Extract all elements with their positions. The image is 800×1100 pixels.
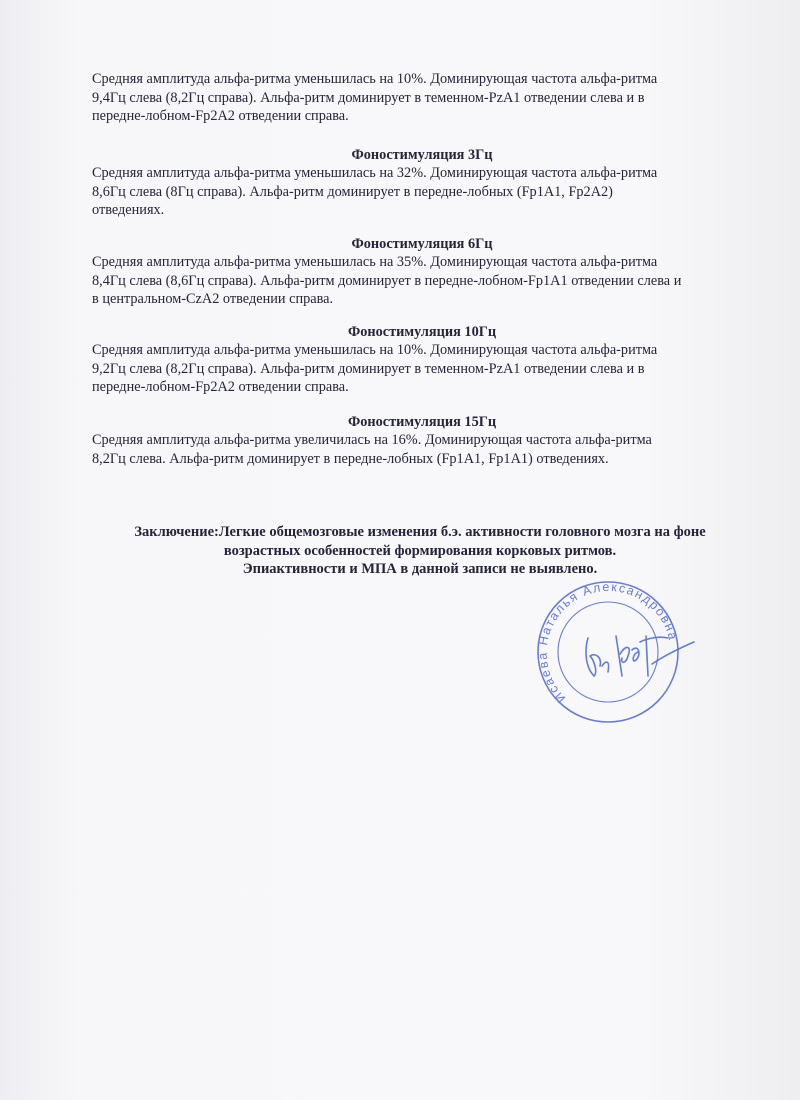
- section-heading-6hz: Фоностимуляция 6Гц: [351, 236, 493, 252]
- paragraph-line: Средняя амплитуда альфа-ритма уменьшилась на 10%. Доминирующая частота альфа-ритма: [92, 342, 658, 358]
- section-3hz-paragraph: [92, 164, 752, 220]
- conclusion-line: Эпиактивности и МПА в данной записи не выявлено.: [242, 561, 598, 577]
- section-10hz-paragraph: [92, 341, 752, 397]
- paragraph-line: 8,4Гц слева (8,6Гц справа). Альфа-ритм доминирует в передне-лобном-Fp1A1 отведении слева и: [92, 272, 682, 289]
- intro-paragraph: [92, 70, 752, 126]
- doctor-stamp: [528, 580, 698, 725]
- paragraph-line: передне-лобном-Fp2A2 отведении справа.: [92, 108, 349, 124]
- paragraph-line: 9,2Гц слева (8,2Гц справа). Альфа-ритм доминирует в теменном-PzA1 отведении слева и в: [92, 360, 645, 377]
- section-15hz-paragraph: [92, 431, 752, 468]
- paragraph-line: 8,6Гц слева (8Гц справа). Альфа-ритм доминирует в передне-лобных (Fp1A1, Fp2A2): [92, 183, 613, 200]
- paragraph-line: Средняя амплитуда альфа-ритма увеличилась на 16%. Доминирующая частота альфа-ритма: [92, 432, 652, 448]
- section-heading-15hz: Фоностимуляция 15Гц: [347, 414, 497, 430]
- paragraph-line: 9,4Гц слева (8,2Гц справа). Альфа-ритм доминирует в теменном-PzA1 отведении слева и в: [92, 89, 645, 106]
- paragraph-line: Средняя амплитуда альфа-ритма уменьшилась на 10%. Доминирующая частота альфа-ритма: [92, 71, 658, 87]
- stamp-inner-ring: [558, 602, 658, 702]
- section-heading-10hz: Фоностимуляция 10Гц: [347, 324, 497, 340]
- section-heading-3hz: Фоностимуляция 3Гц: [351, 147, 493, 163]
- paragraph-line: 8,2Гц слева. Альфа-ритм доминирует в передне-лобных (Fp1A1, Fp1A1) отведениях.: [92, 450, 609, 467]
- conclusion-line: возрастных особенностей формирования корковых ритмов.: [223, 542, 617, 559]
- paragraph-line: Средняя амплитуда альфа-ритма уменьшилась на 32%. Доминирующая частота альфа-ритма: [92, 165, 658, 181]
- section-6hz-paragraph: [92, 253, 752, 309]
- conclusion-block: [60, 523, 780, 579]
- paragraph-line: в центральном-CzA2 отведении справа.: [92, 291, 334, 307]
- paragraph-line: отведениях.: [92, 202, 165, 218]
- paragraph-line: Средняя амплитуда альфа-ритма уменьшилась на 35%. Доминирующая частота альфа-ритма: [92, 254, 658, 270]
- stamp-text: Исаева Наталья Александровна: [535, 580, 681, 706]
- conclusion-line: Заключение:Легкие общемозговые изменения б.э. активности головного мозга на фоне: [134, 524, 706, 540]
- paragraph-line: передне-лобном-Fp2A2 отведении справа.: [92, 379, 349, 395]
